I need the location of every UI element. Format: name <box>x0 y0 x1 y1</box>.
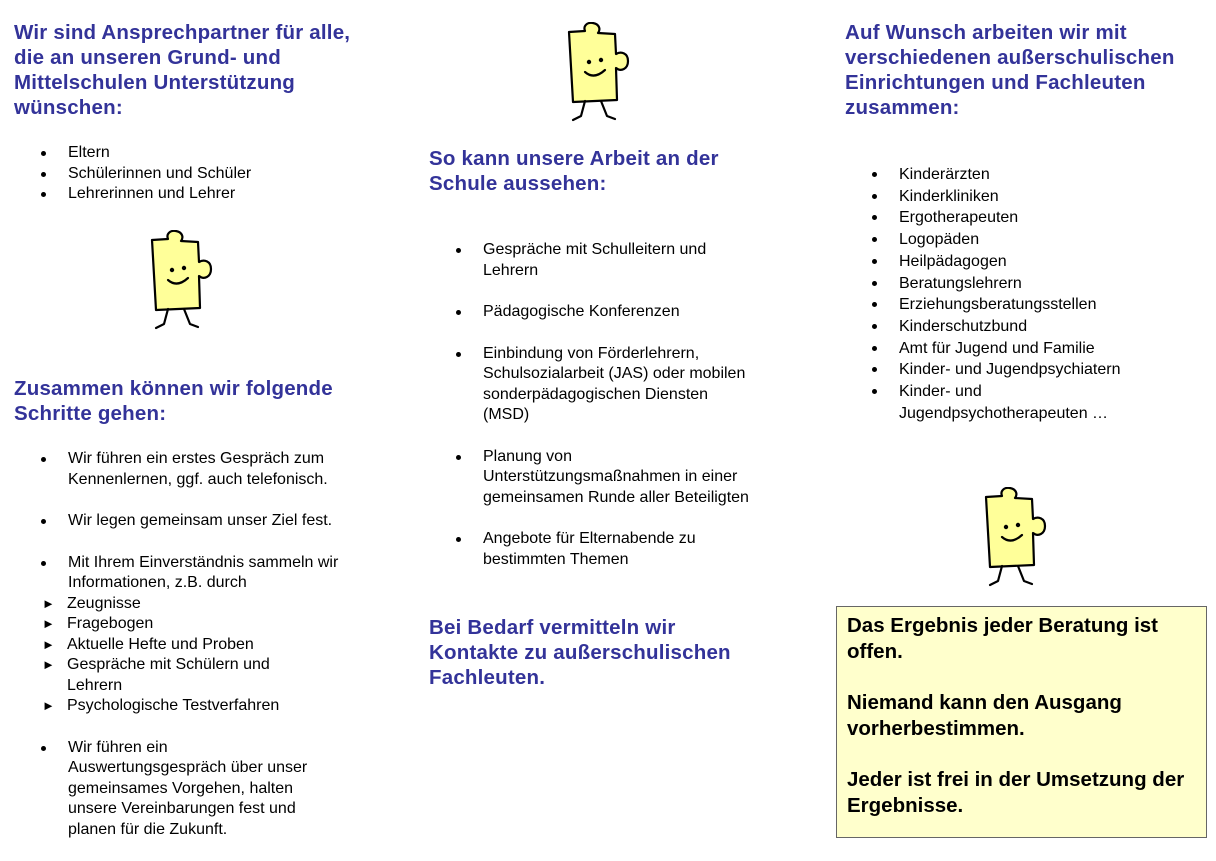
heading-steps: Zusammen können wir folgende Schritte gehen: <box>14 377 333 425</box>
list-item: Gespräche mit Schulleitern und Lehrern <box>429 240 723 281</box>
list-item: Eltern <box>14 143 364 164</box>
list-item: Schülerinnen und Schüler <box>14 164 364 185</box>
external-partners-list <box>845 164 1145 424</box>
list-item: Wir führen ein erstes Gespräch zum Kennenlernen, ggf. auch telefonisch. <box>14 449 364 490</box>
list-item-text: Mit Ihrem Einverständnis sammeln wir Informationen, z.B. durch <box>68 553 339 591</box>
principle-text: Niemand kann den Ausgang vorherbestimmen. <box>847 691 1122 740</box>
school-work-list <box>429 240 784 591</box>
puzzle-mascot-icon <box>146 230 216 334</box>
list-item: Planung von Unterstützungsmaßnahmen in einer gemeinsamen Runde aller Beteiligten <box>429 447 763 509</box>
list-item: Lehrerinnen und Lehrer <box>14 184 364 205</box>
information-sources-list <box>14 594 364 717</box>
arrow-right-icon: ► <box>42 698 55 713</box>
list-item: Kinderschutzbund <box>845 316 1145 338</box>
list-item: Kinder- und Jugendpsychiatern <box>845 359 1145 381</box>
puzzle-mascot-icon <box>563 22 633 126</box>
arrow-right-icon: ► <box>42 616 55 631</box>
list-item: Erziehungsberatungsstellen <box>845 294 1145 316</box>
arrow-right-icon: ► <box>42 636 55 652</box>
heading-school-work: So kann unsere Arbeit an der Schule aussehen: <box>429 147 719 195</box>
list-item <box>14 553 364 717</box>
list-item: Beratungslehrern <box>845 273 1145 295</box>
list-item: Wir führen ein Auswertungsgespräch über unser gemeinsames Vorgehen, halten unsere Vereinbarungen fest und planen für die Zukunft. <box>14 738 318 841</box>
list-item: Logopäden <box>845 229 1145 251</box>
sub-list-item: ► Psychologische Testverfahren <box>14 696 364 717</box>
list-item: Einbindung von Förderlehrern, Schulsozialarbeit (JAS) oder mobilen sonderpädagogischen Diensten (MSD) <box>429 344 758 426</box>
sub-list-item: ► Zeugnisse <box>14 594 364 615</box>
list-item: Kinderkliniken <box>845 186 1145 208</box>
target-group-list <box>14 143 364 205</box>
heading-contact-partner: Wir sind Ansprechpartner für alle, die an unseren Grund- und Mittelschulen Unterstützung wünschen: <box>14 21 351 119</box>
counseling-principles-box <box>836 606 1207 838</box>
heading-external-partners: Auf Wunsch arbeiten wir mit verschiedenen außerschulischen Einrichtungen und Fachleuten zusammen: <box>845 21 1175 119</box>
principle-text: Das Ergebnis jeder Beratung ist offen. <box>847 614 1159 663</box>
puzzle-mascot-icon <box>980 487 1050 591</box>
list-item: Ergotherapeuten <box>845 207 1145 229</box>
list-item: Kinderärzten <box>845 164 1145 186</box>
sub-list-item: ► Aktuelle Hefte und Proben <box>14 635 364 656</box>
steps-list <box>14 449 364 861</box>
sub-list-item: ► Gespräche mit Schülern und Lehrern <box>42 656 270 694</box>
list-item: Heilpädagogen <box>845 251 1145 273</box>
list-item: Wir legen gemeinsam unser Ziel fest. <box>14 511 364 532</box>
list-item: Amt für Jugend und Familie <box>845 338 1145 360</box>
list-item: Kinder- und Jugendpsychotherapeuten … <box>845 381 1149 424</box>
arrow-right-icon: ► <box>42 657 55 672</box>
list-item: Pädagogische Konferenzen <box>429 302 784 323</box>
heading-referrals: Bei Bedarf vermitteln wir Kontakte zu außerschulischen Fachleuten. <box>429 616 731 689</box>
list-item: Angebote für Elternabende zu bestimmten Themen <box>429 529 723 570</box>
sub-list-item: ► Fragebogen <box>14 614 364 635</box>
principle-text: Jeder ist frei in der Umsetzung der Ergebnisse. <box>847 768 1185 817</box>
arrow-right-icon: ► <box>42 595 55 611</box>
